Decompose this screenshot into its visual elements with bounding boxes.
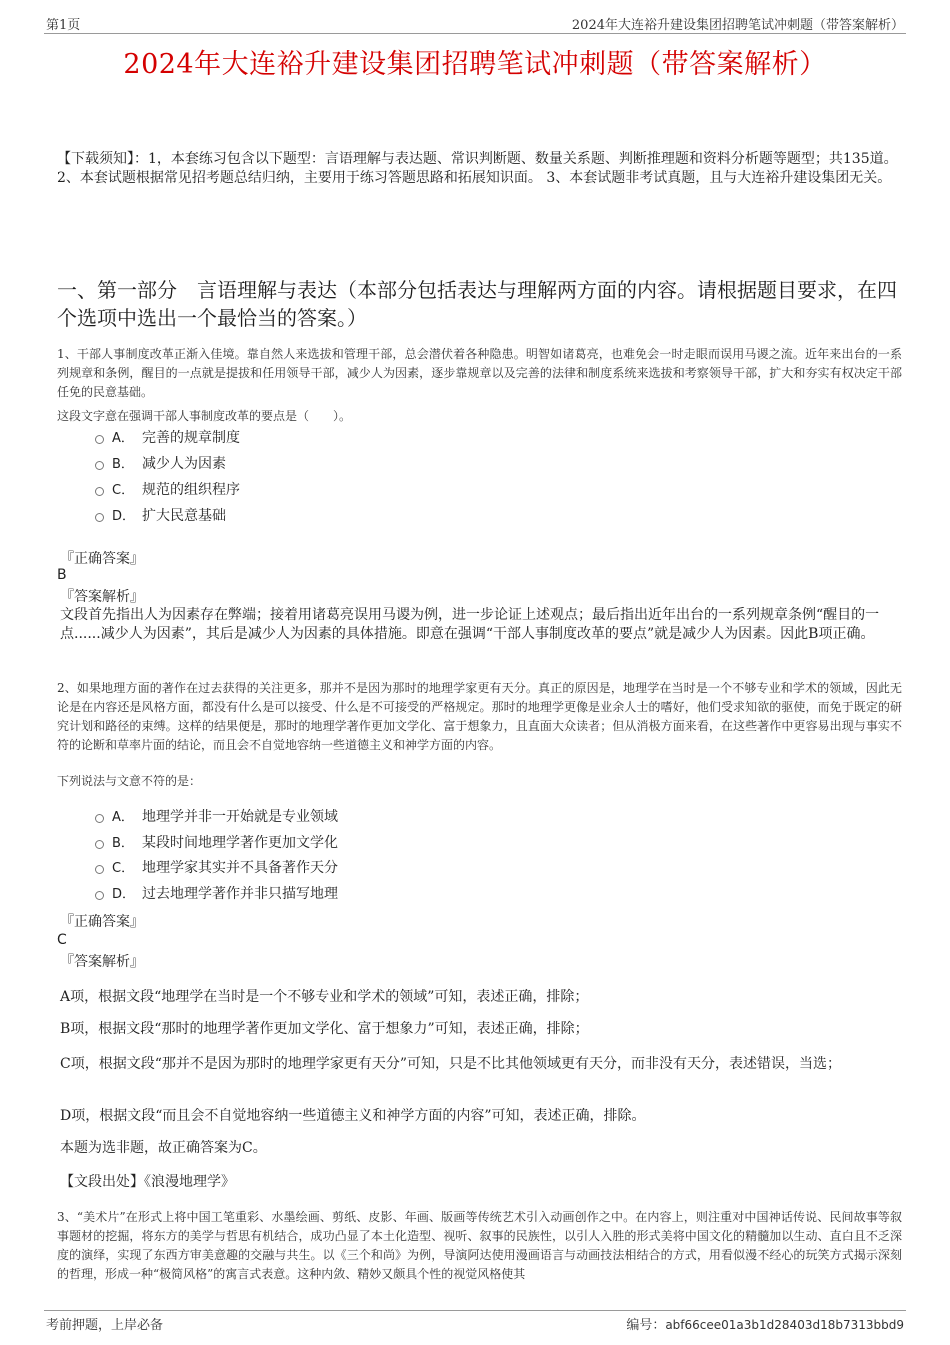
radio-icon[interactable] — [95, 840, 104, 849]
footer-divider — [44, 1310, 906, 1311]
q2-option-c[interactable]: C． 地理学家其实并不具备著作天分 — [95, 858, 338, 878]
q2-analysis-item-b: B项，根据文段“那时的地理学著作更加文学化、富于想象力”可知，表述正确，排除； — [60, 1021, 589, 1037]
radio-icon[interactable] — [95, 487, 104, 496]
q2-stem: 下列说法与文意不符的是： — [57, 774, 202, 788]
q2-option-d[interactable]: D． 过去地理学著作并非只描写地理 — [95, 884, 338, 904]
q1-analysis: 文段首先指出人为因素存在弊端；接着用诸葛亮误用马谡为例，进一步论证上述观点；最后指出近年出台的一系列规章条例“醒目的一点......减少人为因素”，其后是减少人为因素的具体措施。即意在强调“干部人事制度改革的要点”就是减少人为因素。因此B项正确。 — [60, 607, 880, 642]
running-header-title: 2024年大连裕升建设集团招聘笔试冲刺题（带答案解析） — [571, 18, 904, 33]
radio-icon[interactable] — [95, 814, 104, 823]
q2-analysis-item-a: A项，根据文段“地理学在当时是一个不够专业和学术的领域”可知，表述正确，排除； — [60, 989, 589, 1005]
footer-slogan: 考前押题，上岸必备 — [46, 1318, 164, 1333]
section-heading: 一、第一部分 言语理解与表达（本部分包括表达与理解两方面的内容。请根据题目要求，在四个选项中选出一个最恰当的答案。） — [57, 278, 897, 330]
radio-icon[interactable] — [95, 865, 104, 874]
q2-analysis-item-d: D项，根据文段“而且会不自觉地容纳一些道德主义和神学方面的内容”可知，表述正确，排除。 — [60, 1108, 646, 1124]
page-number: 第1页 — [46, 18, 81, 33]
q2-passage: 2、如果地理方面的著作在过去获得的关注更多，那并不是因为那时的地理学家更有天分。真正的原因是，地理学在当时是一个不够专业和学术的领域，因此无论是在内容还是风格方面，都没有什么是可以接受、什么是不可接受的严格规定。那时的地理学更像是业余人士的嗜好，他们受求知欲的驱使，而免于既定的研究计划和路径的束缚。这样的结果便是，那时的地理学著作更加文学化、富于想象力，且直面大众读者；但从消极方面来看，在这些著作中更容易出现与事实不符的论断和草率片面的结论，而且会不自觉地容纳一些道德主义和神学方面的内容。 — [57, 681, 902, 752]
q2-source: 【文段出处】《浪漫地理学》 — [60, 1174, 235, 1190]
radio-icon[interactable] — [95, 513, 104, 522]
q1-analysis-label: 『答案解析』 — [60, 589, 144, 605]
q2-analysis-label: 『答案解析』 — [60, 954, 144, 970]
download-notice: 【下载须知】：1，本套练习包含以下题型：言语理解与表达题、常识判断题、数量关系题、判断推理题和资料分析题等题型；共135道。 2、本套试题根据常见招考题总结归纳，主要用于练习答题思路和拓展知识面。 3、本套试题非考试真题，且与大连裕升建设集团无关。 — [57, 151, 898, 186]
radio-icon[interactable] — [95, 891, 104, 900]
header-divider — [44, 33, 906, 34]
code-value: abf66cee01a3b1d28403d18b7313bbd9 — [665, 1318, 904, 1332]
q1-option-b[interactable]: B． 减少人为因素 — [95, 454, 226, 474]
q2-analysis-item-c: C项，根据文段“那并不是因为那时的地理学家更有天分”可知，只是不比其他领域更有天分，而非没有天分，表述错误，当选； — [60, 1056, 842, 1072]
radio-icon[interactable] — [95, 435, 104, 444]
q1-answer-label: 『正确答案』 — [60, 551, 144, 567]
q2-option-b[interactable]: B． 某段时间地理学著作更加文学化 — [95, 833, 338, 853]
q1-option-d[interactable]: D． 扩大民意基础 — [95, 506, 226, 526]
q1-stem: 这段文字意在强调干部人事制度改革的要点是（ ）。 — [57, 409, 352, 423]
q2-analysis-conclusion: 本题为选非题，故正确答案为C。 — [60, 1140, 267, 1156]
q1-option-c[interactable]: C． 规范的组织程序 — [95, 480, 240, 500]
q3-passage: 3、“美术片”在形式上将中国工笔重彩、水墨绘画、剪纸、皮影、年画、版画等传统艺术引入动画创作之中。在内容上，则注重对中国神话传说、民间故事等叙事题材的挖掘，将东方的美学与哲思有机结合，成功凸显了本土化造型、视听、叙事的民族性，以引人入胜的形式美将中国文化的精髓加以生动、直白且不乏深度的演绎，实现了东西方审美意趣的交融与共生。以《三个和尚》为例，导演阿达使用漫画语言与动画技法相结合的方式，用看似漫不经心的玩笑方式揭示深刻的哲理，形成一种“极简风格”的寓言式表意。这种内敛、精妙又颇具个性的视觉风格使其 — [57, 1210, 902, 1281]
q2-answer-value: C — [57, 932, 67, 948]
q2-option-a[interactable]: A． 地理学并非一开始就是专业领域 — [95, 807, 338, 827]
document-title: 2024年大连裕升建设集团招聘笔试冲刺题（带答案解析） — [123, 49, 827, 80]
code-label: 编号： — [626, 1318, 666, 1333]
q1-passage: 1、干部人事制度改革正渐入佳境。靠自然人来选拔和管理干部，总会潜伏着各种隐患。明智如诸葛亮，也难免会一时走眼而误用马谡之流。近年来出台的一系列规章和条例，醒目的一点就是提拔和任用领导干部，减少人为因素，逐步靠规章以及完善的法律和制度系统来选拔和考察领导干部，扩大和夯实有权决定干部任免的民意基础。 — [57, 347, 902, 399]
radio-icon[interactable] — [95, 461, 104, 470]
q1-option-a[interactable]: A． 完善的规章制度 — [95, 428, 240, 448]
document-code — [626, 1314, 904, 1333]
q1-answer-value: B — [57, 567, 67, 583]
q2-answer-label: 『正确答案』 — [60, 914, 144, 930]
